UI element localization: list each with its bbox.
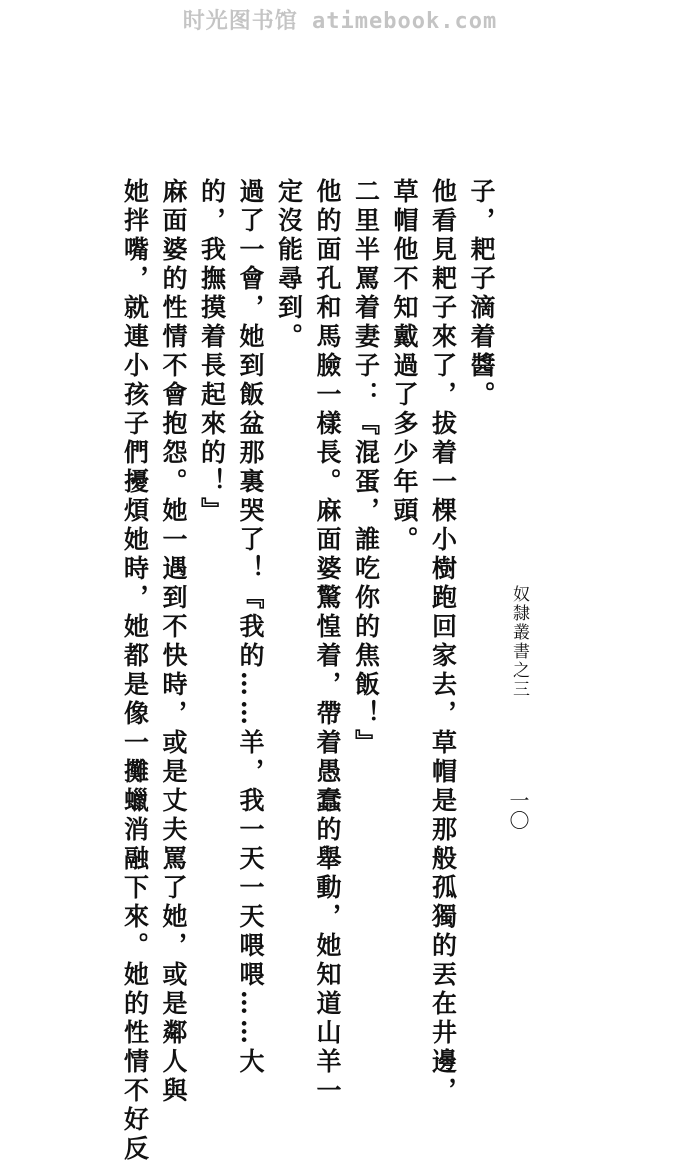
running-header-series-title: 奴隸叢書之三 — [509, 585, 529, 699]
text-column: 麻面婆的性情不會抱怨。她一遇到不快時，或是丈夫罵了她，或是鄰人與 — [159, 178, 188, 1106]
text-column: 定沒能尋到。 — [274, 178, 304, 352]
watermark-text: 时光图书馆 atimebook.com — [182, 9, 498, 34]
page-number: 一〇 — [506, 790, 530, 830]
text-column: 她拌嘴，就連小孩子們擾煩她時，她都是像一攤蠟消融下來。她的性情不好反 — [120, 178, 150, 1164]
text-column: 他的面孔和馬臉一樣長。麻面婆驚惶着，帶着愚蠢的舉動，她知道山羊一 — [313, 178, 342, 1106]
body-text-block — [70, 178, 500, 1164]
text-column: 過了一會，她到飯盆那裏哭了！『我的……羊，我一天一天喂喂……大 — [236, 178, 265, 1077]
text-column: 他看見耙子來了，拔着一棵小樹跑回家去，草帽是那般孤獨的丟在井邊， — [428, 178, 458, 1106]
text-column: 二里半罵着妻子：『混蛋，誰吃你的焦飯！』 — [351, 178, 381, 758]
text-column: 草帽他不知戴過了多少年頭。 — [390, 178, 419, 555]
text-column: 子，耙子滴着醬。 — [467, 178, 496, 410]
text-column: 的，我撫摸着長起來的！』 — [197, 178, 227, 526]
